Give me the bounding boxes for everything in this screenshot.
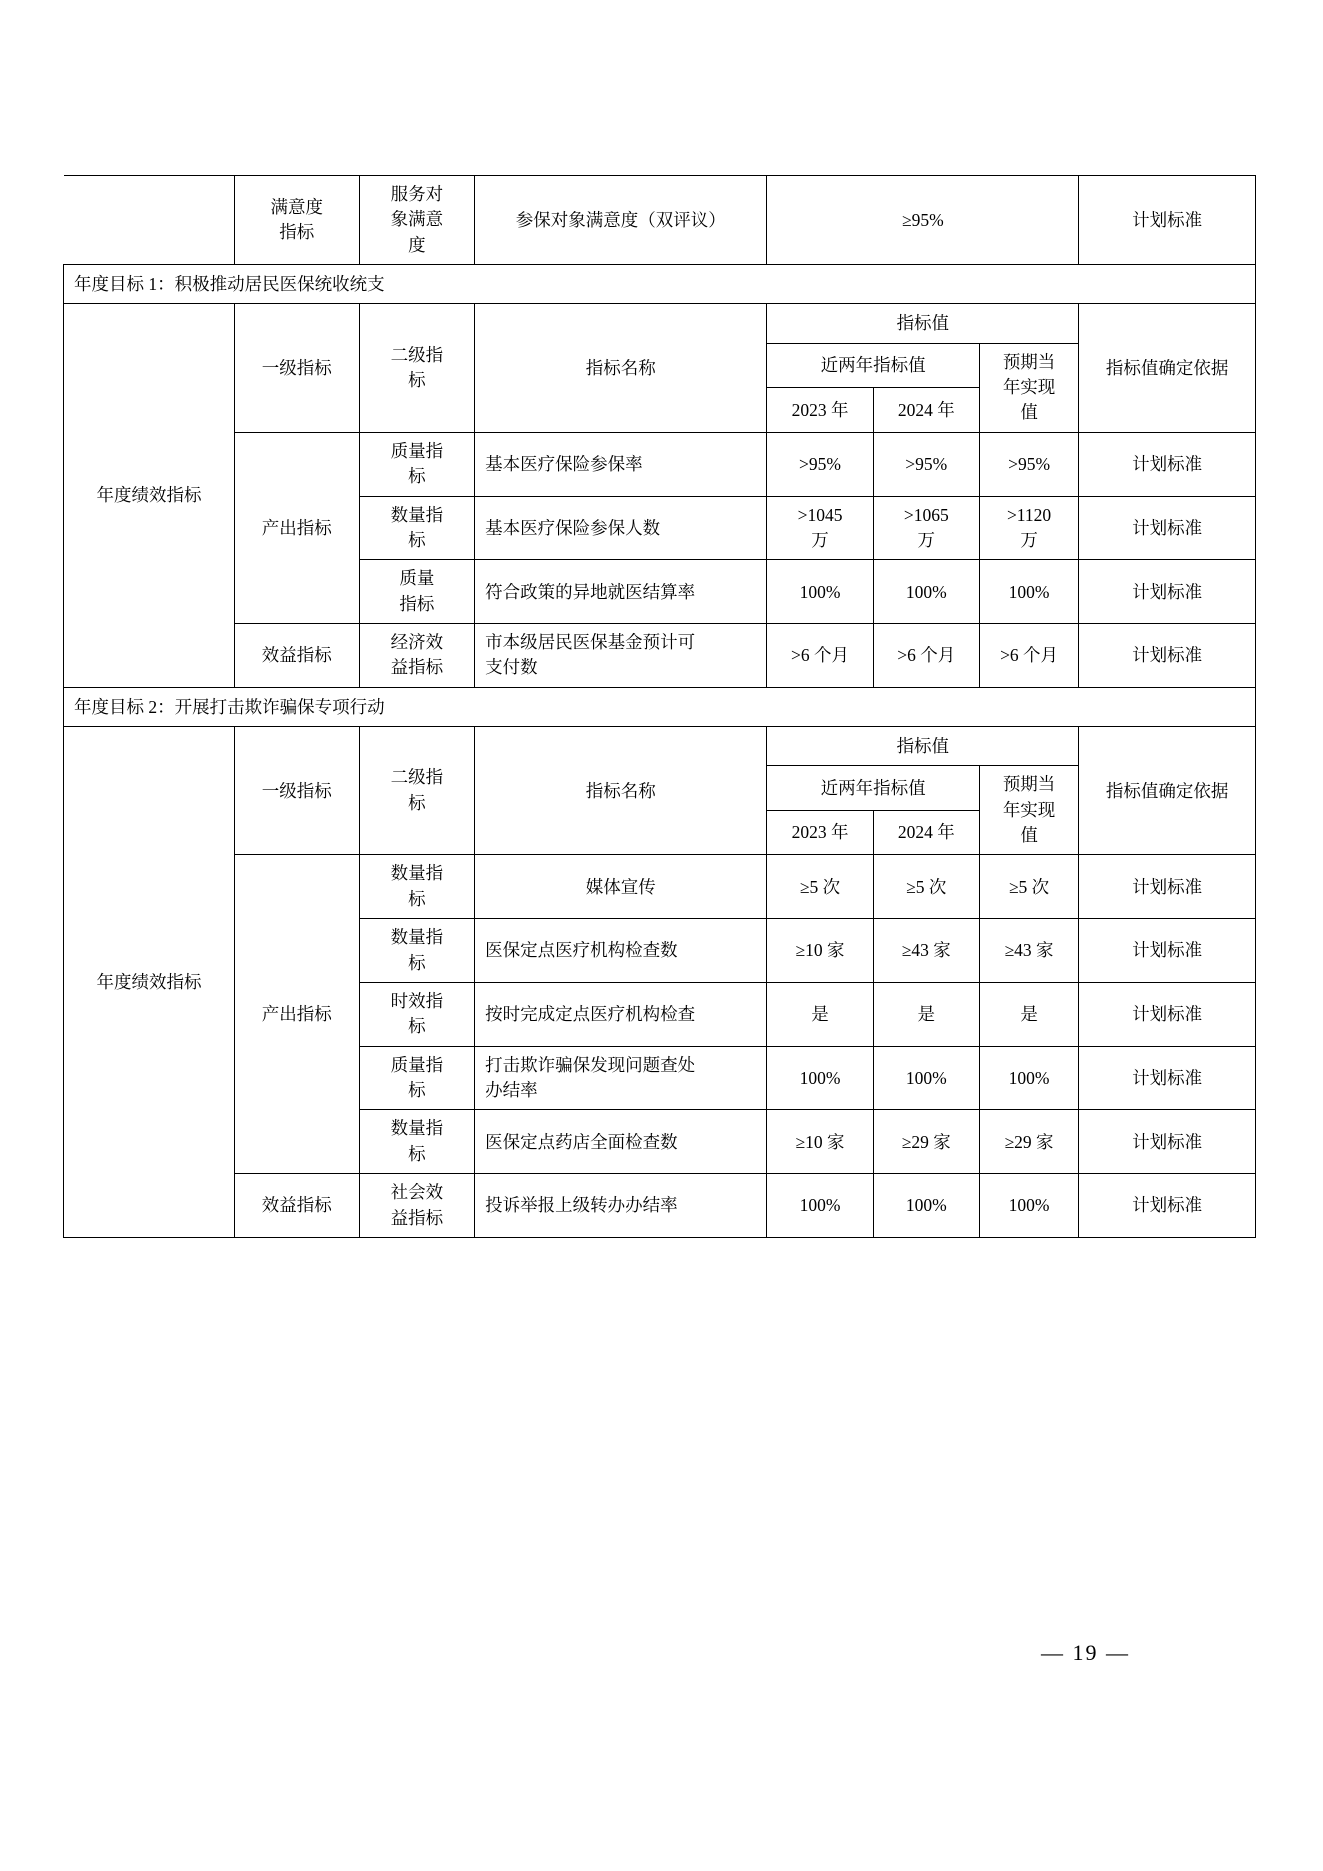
goal2-row3-name: 打击欺诈骗保发现问题查处 办结率 [475,1046,767,1110]
goal1-row0-v2024: >95% [873,432,979,496]
goal1-row0-name: 基本医疗保险参保率 [475,432,767,496]
goal2-row2-name: 按时完成定点医疗机构检查 [475,982,767,1046]
indicator-basis-cell: 计划标准 [1079,176,1256,265]
goal2-row1-basis: 计划标准 [1079,919,1256,983]
goal2-header-year-2023: 2023 年 [767,810,873,855]
indicator-name-cell: 参保对象满意度（双评议） [475,176,767,265]
goal1-row1-v2024: >1065 万 [873,496,979,560]
goal2-row0-name: 媒体宣传 [475,855,767,919]
goal2-row1-name: 医保定点医疗机构检查数 [475,919,767,983]
goal1-row3-name: 市本级居民医保基金预计可 支付数 [475,624,767,688]
goal1-row3-v2023: >6 个月 [767,624,873,688]
goal2-row0-v2024: ≥5 次 [873,855,979,919]
goal1-row2-name: 符合政策的异地就医结算率 [475,560,767,624]
level1-satisfaction: 满意度 指标 [234,176,359,265]
goal2-row2-v2024: 是 [873,982,979,1046]
goal2-row5-v2023: 100% [767,1174,873,1238]
page-number: — 19 — [1041,1640,1130,1665]
goal2-label: 年度目标 2： [74,696,175,717]
goal2-row4-basis: 计划标准 [1079,1110,1256,1174]
goal1-header-basis: 指标值确定依据 [1079,304,1256,432]
goal2-row0-v2023: ≥5 次 [767,855,873,919]
goal2-row4-level2: 数量指 标 [359,1110,475,1174]
table-row [64,432,1256,496]
goal1-row0-expected: >95% [979,432,1078,496]
goal1-header-indicator-name: 指标名称 [475,304,767,432]
goal1-row2-expected: 100% [979,560,1078,624]
goal2-row1-level2: 数量指 标 [359,919,475,983]
goal2-row2-basis: 计划标准 [1079,982,1256,1046]
goal1-row3-basis: 计划标准 [1079,624,1256,688]
goal1-row3-level2: 经济效 益指标 [359,624,475,688]
goal2-row0-expected: ≥5 次 [979,855,1078,919]
goal2-section-label: 年度绩效指标 [64,727,235,1238]
goal2-header-level2: 二级指 标 [359,727,475,855]
goal1-header-expected: 预期当 年实现 值 [979,343,1078,432]
goal2-row2-expected: 是 [979,982,1078,1046]
goal2-level1-output: 产出指标 [234,855,359,1174]
goal2-row4-name: 医保定点药店全面检查数 [475,1110,767,1174]
goal2-header-indicator-name: 指标名称 [475,727,767,855]
goal1-title-cell [64,265,1256,304]
goal2-row3-expected: 100% [979,1046,1078,1110]
goal1-row0-v2023: >95% [767,432,873,496]
goal1-header-value-group: 指标值 [767,304,1079,343]
goal1-row1-name: 基本医疗保险参保人数 [475,496,767,560]
goal2-row3-basis: 计划标准 [1079,1046,1256,1110]
goal1-row0-basis: 计划标准 [1079,432,1256,496]
level2-service-satisfaction: 服务对 象满意 度 [359,176,475,265]
goal2-row3-v2024: 100% [873,1046,979,1110]
goal2-header-recent-group: 近两年指标值 [767,766,980,811]
goal1-row1-expected: >1120 万 [979,496,1078,560]
indicator-value-cell: ≥95% [767,176,1079,265]
goal2-header-row-1 [64,727,1256,766]
goal1-level1-benefit: 效益指标 [234,624,359,688]
goal2-row1-v2023: ≥10 家 [767,919,873,983]
goal1-label: 年度目标 1： [74,274,175,295]
goal1-row3-expected: >6 个月 [979,624,1078,688]
goal2-row4-v2024: ≥29 家 [873,1110,979,1174]
goal2-row5-v2024: 100% [873,1174,979,1238]
goal1-text: 积极推动居民医保统收统支 [174,274,385,295]
goal2-row0-basis: 计划标准 [1079,855,1256,919]
goal2-header-year-2024: 2024 年 [873,810,979,855]
goal2-title-cell [64,687,1256,726]
goal2-row3-v2023: 100% [767,1046,873,1110]
goal1-title-row [64,265,1256,304]
goal1-row2-level2: 质量 指标 [359,560,475,624]
goal2-row3-level2: 质量指 标 [359,1046,475,1110]
table-row [64,1174,1256,1238]
goal1-row3-v2024: >6 个月 [873,624,979,688]
performance-indicator-table [63,175,1256,1238]
goal1-level1-output: 产出指标 [234,432,359,623]
goal2-header-basis: 指标值确定依据 [1079,727,1256,855]
goal2-row1-v2024: ≥43 家 [873,919,979,983]
table-row [64,855,1256,919]
goal1-row2-basis: 计划标准 [1079,560,1256,624]
goal1-header-recent-group: 近两年指标值 [767,343,980,388]
goal2-row5-name: 投诉举报上级转办办结率 [475,1174,767,1238]
goal1-section-label: 年度绩效指标 [64,304,235,687]
table-row [64,624,1256,688]
goal2-row5-basis: 计划标准 [1079,1174,1256,1238]
goal2-row2-level2: 时效指 标 [359,982,475,1046]
goal2-row1-expected: ≥43 家 [979,919,1078,983]
goal1-header-row-1 [64,304,1256,343]
goal1-row2-v2024: 100% [873,560,979,624]
goal2-row4-expected: ≥29 家 [979,1110,1078,1174]
goal2-row0-level2: 数量指 标 [359,855,475,919]
goal2-level1-benefit: 效益指标 [234,1174,359,1238]
goal1-header-year-2024: 2024 年 [873,388,979,433]
goal2-text: 开展打击欺诈骗保专项行动 [174,696,385,717]
goal1-header-year-2023: 2023 年 [767,388,873,433]
goal2-header-value-group: 指标值 [767,727,1079,766]
goal2-row2-v2023: 是 [767,982,873,1046]
goal1-header-level2: 二级指 标 [359,304,475,432]
goal2-row4-v2023: ≥10 家 [767,1110,873,1174]
empty-left-cell [64,176,235,265]
goal2-header-expected: 预期当 年实现 值 [979,766,1078,855]
goal1-row1-level2: 数量指 标 [359,496,475,560]
goal2-row5-expected: 100% [979,1174,1078,1238]
goal2-title-row [64,687,1256,726]
goal1-row1-v2023: >1045 万 [767,496,873,560]
table-row [64,176,1256,265]
goal1-header-level1: 一级指标 [234,304,359,432]
goal2-row5-level2: 社会效 益指标 [359,1174,475,1238]
goal1-row1-basis: 计划标准 [1079,496,1256,560]
goal1-row2-v2023: 100% [767,560,873,624]
goal2-header-level1: 一级指标 [234,727,359,855]
goal1-row0-level2: 质量指 标 [359,432,475,496]
